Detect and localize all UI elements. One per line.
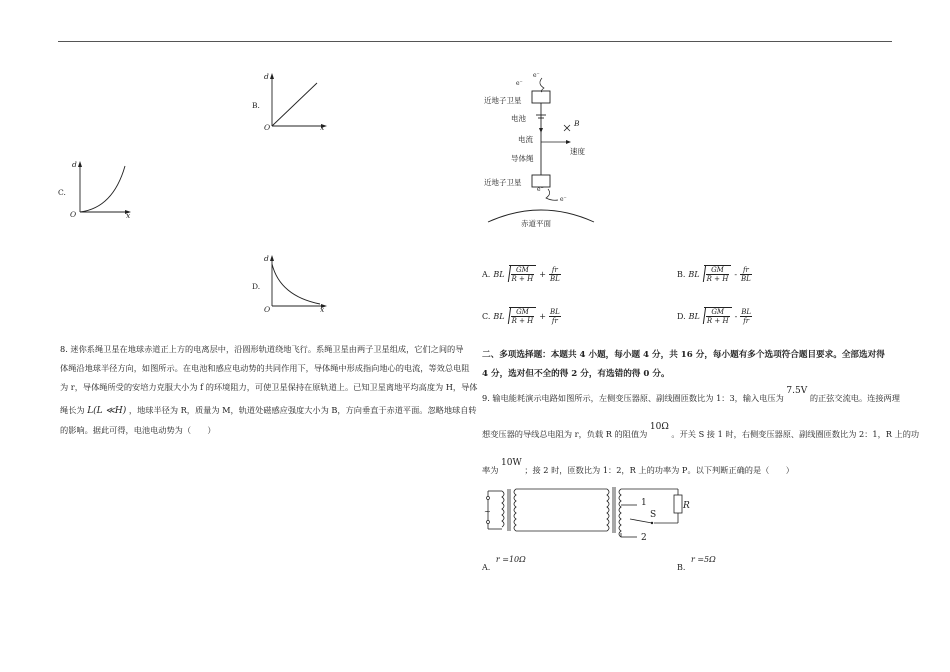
- q8-option-c-pre: BL: [493, 311, 505, 321]
- q8-option-c[interactable]: C. BL $\frac{GM}{R + H}$ + $\frac{BL}{fr}$: [482, 307, 560, 325]
- sat-electron-bottom-2: e⁻: [560, 196, 567, 203]
- q9-line-2-post: 。开关 S 接 1 时，右侧变压器原、副线圈匝数比为 2：1，R 上的功: [671, 429, 920, 439]
- q8-option-d-radical: $\frac{GM}{R + H}$: [704, 307, 732, 325]
- q8-option-c-radical: $\frac{GM}{R + H}$: [509, 307, 537, 325]
- sat-near-top-label: 近地子卫星: [484, 96, 522, 105]
- sat-electron-top: e⁻: [516, 80, 523, 87]
- q9-option-a-expr: r =10Ω: [495, 555, 526, 564]
- q9-line-2-pre: 想变压器的导线总电阻为 r，负载 R 的阻值为: [482, 429, 648, 439]
- sat-electron-bottom: e⁻: [537, 186, 544, 193]
- graph-d-label: D.: [252, 282, 261, 291]
- graph-b-x: x: [320, 123, 325, 132]
- header-rule: [58, 41, 892, 42]
- q8-option-b-op: -: [734, 269, 738, 279]
- q8-line-4: [60, 405, 477, 416]
- q8-option-a-op: +: [539, 269, 546, 279]
- sat-velocity-label: 速度: [570, 147, 585, 156]
- q8-option-b-radical: $\frac{GM}{R + H}$: [704, 265, 732, 283]
- q8-option-c-label: C.: [482, 311, 491, 321]
- graph-c-origin: O: [70, 210, 77, 219]
- q9-line-3: [482, 458, 794, 476]
- graph-b-origin: O: [264, 123, 271, 132]
- graph-d-y: d: [264, 254, 269, 263]
- q8-option-d-pre: BL: [688, 311, 700, 321]
- graph-d-x: x: [320, 305, 325, 314]
- q9-power: 10W: [501, 458, 522, 468]
- circuit-terminal-1: 1: [641, 498, 647, 508]
- q8-option-d[interactable]: D. BL $\frac{GM}{R + H}$ - $\frac{BL}{fr}$: [677, 307, 752, 325]
- sat-near-bottom-label: 近地子卫星: [484, 178, 522, 187]
- sat-electron-top-2: e⁻: [533, 72, 540, 79]
- q9-line-1: [482, 386, 900, 404]
- sat-equator-label: 赤道平面: [521, 219, 551, 228]
- q9-line-3-pre: 率为: [482, 465, 499, 475]
- q8-option-a-radical: $\frac{GM}{R + H}$: [509, 265, 537, 283]
- graph-b-y: d: [264, 72, 269, 81]
- q8-option-b-label: B.: [677, 269, 686, 279]
- q8-option-d-label: D.: [677, 311, 686, 321]
- q8-line-3: 为 r，导体绳所受的安培力克服大小为 f 的环境阻力，可使卫星保持在原轨道上。已知卫星离地平均高度为 H，导体: [60, 382, 478, 392]
- q8-option-b-pre: BL: [688, 269, 700, 279]
- graph-c-label: C.: [58, 188, 66, 197]
- q9-line-2: [482, 422, 920, 440]
- q8-line-4-post: ，地球半径为 R，质量为 M，轨道处磁感应强度大小为 B，方向垂直于赤道平面。忽略地球自转: [128, 405, 477, 415]
- q8-line-2: 体绳沿地球半径方向，如图所示。在电池和感应电动势的共同作用下，导体绳中形成指向地心的电流，等效总电阻: [60, 363, 470, 373]
- graph-c-x: x: [126, 211, 131, 220]
- q9-voltage: 7.5V: [786, 386, 808, 396]
- q8-option-a[interactable]: A. BL $\frac{GM}{R + H}$ + $\frac{fr}{BL}$: [482, 265, 560, 283]
- q9-line-3-post: ；接 2 时，匝数比为 1：2，R 上的功率为 P。以下判断正确的是（ ）: [524, 465, 794, 475]
- circuit-switch-label: S: [650, 510, 657, 520]
- sat-current-label: 电流: [518, 135, 533, 144]
- q9-option-a[interactable]: [482, 555, 526, 572]
- graph-b-label: B.: [252, 101, 260, 110]
- q8-tether-length: L(L ≪H): [87, 406, 127, 416]
- section-2-heading-2: 4 分，选对但不全的得 2 分，有选错的得 0 分。: [482, 369, 670, 379]
- q8-line-1: 8. 迷你系绳卫星在地球赤道正上方的电离层中，沿圆形轨道绕地飞行。系绳卫星由两子卫星组成，它们之间的导: [60, 344, 464, 354]
- circuit-terminal-2: 2: [641, 533, 647, 543]
- sat-battery-label: 电池: [511, 114, 526, 123]
- q8-line-4-pre: 绳长为: [60, 405, 85, 415]
- q8-option-c-op: +: [539, 311, 546, 321]
- q9-option-a-label: A.: [482, 563, 491, 572]
- q8-option-d-op: -: [734, 311, 738, 321]
- q9-option-b-expr: r =5Ω: [690, 555, 716, 564]
- q9-option-b-label: B.: [677, 563, 686, 572]
- graph-d-origin: O: [264, 305, 271, 314]
- section-2-heading-1: 二、多项选择题：本题共 4 小题，每小题 4 分，共 16 分，每小题有多个选项符合题目要求。全部选对得: [482, 350, 885, 360]
- q9-resistance: 10Ω: [649, 422, 669, 432]
- q9-line-1-post: 的正弦交流电。连接两理: [809, 393, 900, 403]
- circuit-resistor-label: R: [683, 501, 690, 511]
- q8-option-a-label: A.: [482, 269, 491, 279]
- q8-option-a-pre: BL: [493, 269, 505, 279]
- sat-b-field-label: B: [574, 119, 580, 128]
- circuit-source: ~: [484, 507, 491, 516]
- sat-tether-label: 导体绳: [511, 154, 534, 163]
- q8-option-b[interactable]: B. BL $\frac{GM}{R + H}$ - $\frac{fr}{BL}$: [677, 265, 751, 283]
- q8-line-5: 的影响。据此可得，电池电动势为（ ）: [60, 425, 216, 435]
- q9-option-b[interactable]: [677, 555, 716, 572]
- graph-c-y: d: [72, 160, 77, 169]
- q9-line-1-pre: 9. 输电能耗演示电路如图所示，左侧变压器原、副线圈匝数比为 1：3，输入电压为: [482, 393, 784, 403]
- circuit-diagram: [482, 485, 692, 547]
